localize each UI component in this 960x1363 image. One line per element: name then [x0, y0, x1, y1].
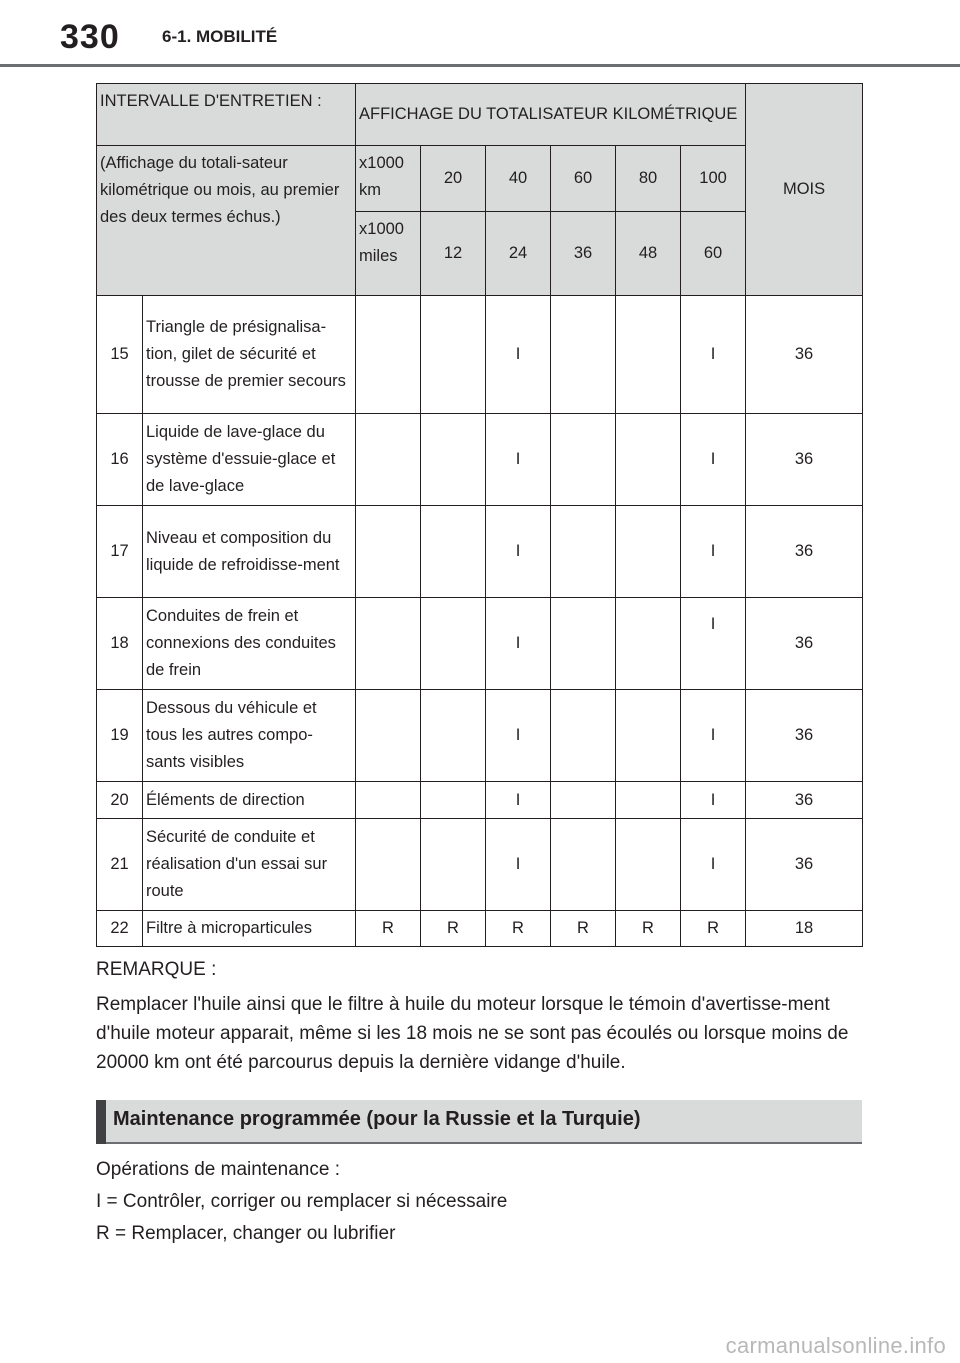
banner-accent — [96, 1100, 106, 1144]
row-months: 36 — [746, 598, 863, 690]
row-number: 22 — [97, 911, 143, 947]
interval-mark — [356, 690, 421, 782]
interval-mark: I — [681, 414, 746, 506]
row-number: 20 — [97, 782, 143, 819]
interval-mark — [356, 414, 421, 506]
row-months: 36 — [746, 506, 863, 598]
row-months: 36 — [746, 782, 863, 819]
interval-mark — [421, 690, 486, 782]
table-row — [97, 911, 863, 947]
interval-mark — [551, 782, 616, 819]
remark-title: REMARQUE : — [96, 959, 217, 980]
interval-mark — [551, 690, 616, 782]
miles-value: 12 — [421, 212, 486, 296]
interval-mark — [616, 506, 681, 598]
table-row — [97, 414, 863, 506]
interval-mark — [356, 296, 421, 414]
interval-mark — [551, 598, 616, 690]
operations-intro: Opérations de maintenance : — [96, 1159, 340, 1180]
unit-km: x1000 km — [356, 146, 421, 212]
watermark: carmanualsonline.info — [725, 1333, 946, 1358]
unit-miles: x1000 miles — [356, 212, 421, 296]
interval-mark — [421, 414, 486, 506]
km-value: 20 — [421, 146, 486, 212]
interval-mark: I — [486, 296, 551, 414]
row-number: 19 — [97, 690, 143, 782]
interval-mark — [421, 782, 486, 819]
interval-mark — [356, 819, 421, 911]
row-description: Dessous du véhicule et tous les autres compo-sants visibles — [143, 690, 356, 782]
remark-text: Remplacer l'huile ainsi que le filtre à huile du moteur lorsque le témoin d'avertisse-ment d'huile moteur apparait, même si les 18 mois ne se sont pas écoulés ou lorsque moins de 20000 km ont été parcourus depuis la dernière vidange d'huile. — [96, 994, 849, 1073]
section-title: 6-1. MOBILITÉ — [162, 27, 278, 46]
table-row — [97, 690, 863, 782]
header-odometer: AFFICHAGE DU TOTALISATEUR KILOMÉTRIQUE — [356, 84, 746, 146]
interval-mark: I — [486, 414, 551, 506]
interval-mark: I — [486, 819, 551, 911]
row-description: Niveau et composition du liquide de refroidisse-ment — [143, 506, 356, 598]
miles-value: 24 — [486, 212, 551, 296]
remark-block — [96, 955, 866, 1083]
row-description: Conduites de frein et connexions des conduites de frein — [143, 598, 356, 690]
interval-mark: R — [421, 911, 486, 947]
interval-mark — [421, 296, 486, 414]
interval-mark — [616, 414, 681, 506]
interval-mark — [616, 819, 681, 911]
interval-mark — [356, 506, 421, 598]
table-row — [97, 598, 863, 690]
interval-mark — [616, 782, 681, 819]
interval-mark: I — [681, 819, 746, 911]
row-number: 17 — [97, 506, 143, 598]
interval-mark — [421, 506, 486, 598]
interval-mark: R — [551, 911, 616, 947]
interval-mark: I — [681, 506, 746, 598]
row-number: 21 — [97, 819, 143, 911]
row-months: 36 — [746, 414, 863, 506]
row-description: Triangle de présignalisa-tion, gilet de sécurité et trousse de premier secours — [143, 296, 356, 414]
interval-mark — [551, 296, 616, 414]
miles-value: 48 — [616, 212, 681, 296]
operation-i-definition: I = Contrôler, corriger ou remplacer si nécessaire — [96, 1191, 508, 1212]
row-number: 15 — [97, 296, 143, 414]
interval-mark — [356, 782, 421, 819]
row-description: Éléments de direction — [143, 782, 356, 819]
km-value: 80 — [616, 146, 681, 212]
page-header — [0, 0, 960, 66]
interval-mark — [616, 690, 681, 782]
operation-r-definition: R = Remplacer, changer ou lubrifier — [96, 1223, 396, 1244]
section-banner — [96, 1100, 862, 1144]
row-months: 36 — [746, 819, 863, 911]
interval-mark: I — [486, 782, 551, 819]
interval-mark: I — [681, 296, 746, 414]
banner-title: Maintenance programmée (pour la Russie et la Turquie) — [113, 1108, 641, 1130]
table-row — [97, 296, 863, 414]
interval-mark — [551, 819, 616, 911]
header-interval: INTERVALLE D'ENTRETIEN : — [97, 84, 356, 146]
interval-mark: I — [486, 506, 551, 598]
miles-value: 36 — [551, 212, 616, 296]
maintenance-table — [96, 83, 863, 947]
interval-mark — [421, 598, 486, 690]
header-months: MOIS — [746, 84, 863, 296]
row-number: 16 — [97, 414, 143, 506]
km-value: 60 — [551, 146, 616, 212]
interval-mark: I — [681, 690, 746, 782]
km-value: 100 — [681, 146, 746, 212]
table-row — [97, 506, 863, 598]
interval-mark: R — [486, 911, 551, 947]
interval-mark: I — [486, 690, 551, 782]
row-description: Sécurité de conduite et réalisation d'un essai sur route — [143, 819, 356, 911]
interval-mark: R — [616, 911, 681, 947]
header-divider — [0, 64, 960, 67]
miles-value: 60 — [681, 212, 746, 296]
table-row — [97, 819, 863, 911]
row-description: Filtre à microparticules — [143, 911, 356, 947]
interval-mark: I — [681, 782, 746, 819]
interval-mark — [551, 506, 616, 598]
page-number: 330 — [60, 18, 120, 56]
km-value: 40 — [486, 146, 551, 212]
interval-mark — [356, 598, 421, 690]
row-description: Liquide de lave-glace du système d'essuie-glace et de lave-glace — [143, 414, 356, 506]
row-number: 18 — [97, 598, 143, 690]
header-note: (Affichage du totali-sateur kilométrique ou mois, au premier des deux termes échus.) — [97, 146, 356, 296]
maintenance-operations — [96, 1154, 866, 1250]
interval-mark — [551, 414, 616, 506]
interval-mark: I — [681, 598, 746, 690]
interval-mark: I — [486, 598, 551, 690]
row-months: 18 — [746, 911, 863, 947]
row-months: 36 — [746, 296, 863, 414]
interval-mark — [421, 819, 486, 911]
interval-mark: R — [681, 911, 746, 947]
interval-mark — [616, 598, 681, 690]
interval-mark — [616, 296, 681, 414]
table-row — [97, 782, 863, 819]
row-months: 36 — [746, 690, 863, 782]
interval-mark: R — [356, 911, 421, 947]
